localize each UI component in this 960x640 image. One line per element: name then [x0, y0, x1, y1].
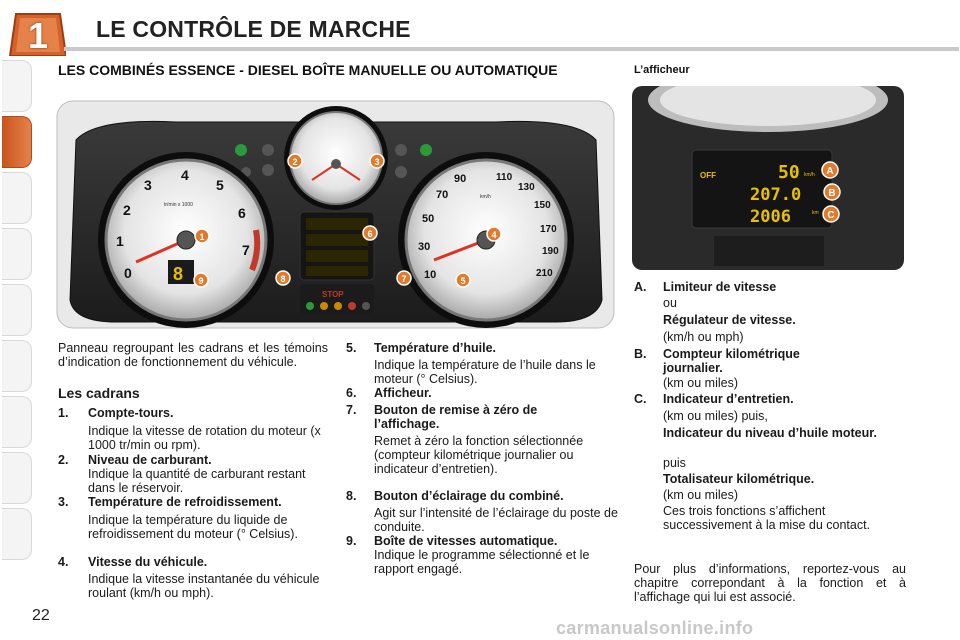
callout-C: C [827, 210, 835, 221]
svg-text:50: 50 [422, 213, 435, 225]
display-item-letter: B. [634, 347, 647, 361]
item-title: Température d’huile. [374, 341, 497, 355]
item-number: 2. [58, 453, 69, 467]
svg-text:30: 30 [418, 241, 431, 253]
display-item-then: puis [663, 456, 686, 470]
chapter-tab[interactable] [2, 396, 32, 448]
display-item-units: (km/h ou mph) [663, 330, 744, 344]
chapter-tab-active[interactable] [2, 116, 32, 168]
chapter-tab[interactable] [2, 508, 32, 560]
display-trip-value: 207.0 [750, 185, 802, 205]
callout-3: 3 [374, 157, 380, 167]
display-item-title: Totalisateur kilométrique. [663, 472, 815, 486]
display-item-title: Compteur kilométrique journalier. [663, 347, 800, 375]
callout-A: A [826, 166, 834, 177]
instrument-cluster-image [56, 100, 615, 329]
tach-unit-label: tr/min x 1000 [164, 202, 193, 208]
item-desc: Indique la quantité de carburant restant dans le réservoir. [88, 467, 306, 495]
display-speed-value: 50 [778, 162, 800, 183]
svg-text:7: 7 [242, 242, 250, 258]
item-desc: Remet à zéro la fonction sélectionnée (compteur kilométrique journalier ou indicateur d’entretien). [374, 434, 584, 476]
item-number: 1. [58, 406, 69, 420]
svg-text:150: 150 [534, 200, 551, 211]
item-title: Compte-tours. [88, 406, 174, 420]
svg-text:170: 170 [540, 224, 557, 235]
item-desc: Agit sur l’intensité de l’éclairage du poste de conduite. [374, 506, 618, 534]
callout-6: 6 [367, 229, 373, 239]
item-title: Afficheur. [374, 386, 432, 400]
display-odo-value: 2006 [750, 207, 791, 227]
display-item-or: ou [663, 296, 677, 310]
speed-unit-label: km/h [480, 194, 491, 200]
svg-text:190: 190 [542, 246, 559, 257]
svg-text:130: 130 [518, 182, 535, 193]
display-item-units: (km ou miles) [663, 376, 739, 390]
chapter-tab[interactable] [2, 452, 32, 504]
callout-8: 8 [280, 274, 286, 284]
watermark: carmanualsonline.info [556, 618, 754, 638]
callout-4: 4 [491, 230, 497, 240]
item-number: 3. [58, 495, 69, 509]
chapter-number: 1 [28, 15, 49, 56]
callout-1: 1 [199, 232, 205, 242]
svg-text:110: 110 [496, 172, 513, 183]
item-title: Température de refroidissement. [88, 495, 282, 509]
callout-5: 5 [460, 276, 466, 286]
item-title: Niveau de carburant. [88, 453, 212, 467]
chapter-tab[interactable] [2, 284, 32, 336]
svg-text:8: 8 [173, 264, 184, 284]
callout-9: 9 [198, 276, 204, 286]
svg-text:10: 10 [424, 269, 437, 281]
display-item-units: (km ou miles) [663, 488, 739, 502]
item-number: 9. [346, 534, 357, 548]
display-title: L’afficheur [634, 64, 690, 76]
svg-text:6: 6 [238, 205, 246, 221]
item-number: 7. [346, 403, 357, 417]
svg-text:1: 1 [116, 233, 124, 249]
chapter-tab[interactable] [2, 228, 32, 280]
chapter-tab[interactable] [2, 60, 32, 112]
svg-text:2: 2 [123, 202, 131, 218]
item-desc: Indique le programme sélectionné et le rapport engagé. [374, 548, 590, 576]
display-item-title: Régulateur de vitesse. [663, 313, 796, 327]
display-item-letter: A. [634, 280, 647, 294]
item-number: 4. [58, 555, 69, 569]
callout-7: 7 [401, 274, 407, 284]
svg-text:3: 3 [144, 177, 152, 193]
section-title: LES COMBINÉS ESSENCE - DIESEL BOÎTE MANUELLE OU AUTOMATIQUE [58, 62, 558, 78]
chapter-tab[interactable] [2, 172, 32, 224]
display-item-title: Indicateur d’entretien. [663, 392, 794, 406]
intro-paragraph: Panneau regroupant les cadrans et les témoins d’indication de fonctionnement du véhicule. [58, 341, 328, 369]
svg-text:210: 210 [536, 268, 553, 279]
svg-text:0: 0 [124, 265, 132, 281]
item-title: Bouton d’éclairage du combiné. [374, 489, 564, 503]
item-number: 5. [346, 341, 357, 355]
page-number: 22 [32, 607, 50, 624]
chapter-tabs [0, 60, 34, 580]
item-title: Boîte de vitesses automatique. [374, 534, 558, 548]
outro-paragraph: Pour plus d’informations, reportez-vous au chapitre correpondant à la fonction et à l’affichage qui lui est associé. [634, 562, 906, 604]
display-item-title: Limiteur de vitesse [663, 280, 777, 294]
item-desc: Indique la vitesse instantanée du véhicule roulant (km/h ou mph). [88, 572, 320, 600]
display-closeup-image [632, 86, 904, 270]
display-odo-unit: km [812, 210, 819, 216]
display-off-label: OFF [700, 171, 716, 180]
item-desc: Indique la température du liquide de refroidissement du moteur (° Celsius). [88, 513, 298, 541]
item-number: 8. [346, 489, 357, 503]
callout-2: 2 [292, 157, 298, 167]
display-item-letter: C. [634, 392, 647, 406]
item-desc: Indique la vitesse de rotation du moteur (x 1000 tr/min ou rpm). [88, 424, 321, 452]
callout-B: B [828, 188, 836, 199]
header-rule [64, 47, 959, 51]
svg-text:90: 90 [454, 173, 467, 185]
item-number: 6. [346, 386, 357, 400]
chapter-title: LE CONTRÔLE DE MARCHE [96, 16, 411, 42]
item-title: Vitesse du véhicule. [88, 555, 208, 569]
svg-text:5: 5 [216, 177, 224, 193]
stop-lamp-label: STOP [322, 290, 344, 299]
item-desc: Indique la température de l’huile dans le moteur (° Celsius). [374, 358, 596, 386]
display-item-units: (km ou miles) puis, [663, 409, 768, 423]
dials-heading: Les cadrans [58, 385, 140, 401]
display-item-note: Ces trois fonctions s’affichent successivement à la mise du contact. [663, 504, 871, 532]
item-title: Bouton de remise à zéro de l’affichage. [374, 403, 538, 431]
svg-text:4: 4 [181, 167, 189, 183]
svg-text:70: 70 [436, 189, 449, 201]
display-speed-unit: km/h [804, 172, 815, 178]
chapter-tab[interactable] [2, 340, 32, 392]
display-item-title: Indicateur du niveau d’huile moteur. [663, 426, 877, 440]
